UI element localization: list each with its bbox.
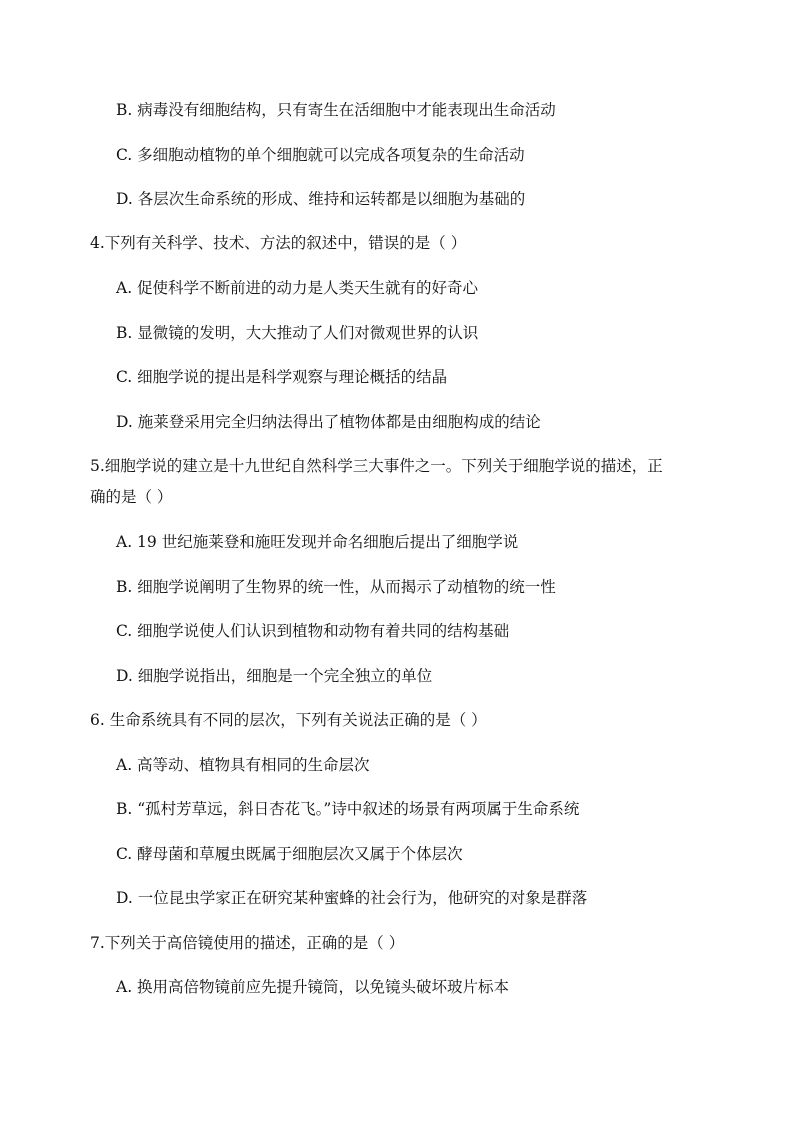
q7-option-a: A. 换用高倍物镜前应先提升镜筒，以免镜头破坏玻片标本	[116, 978, 510, 996]
q4-stem: 4.下列有关科学、技术、方法的叙述中，错误的是（ ）	[90, 234, 467, 252]
q6-option-a: A. 高等动、植物具有相同的生命层次	[116, 756, 370, 774]
q4-option-a: A. 促使科学不断前进的动力是人类天生就有的好奇心	[116, 279, 479, 297]
q3-option-b: B. 病毒没有细胞结构，只有寄生在活细胞中才能表现出生命活动	[116, 101, 556, 119]
q6-option-d: D. 一位昆虫学家正在研究某种蜜蜂的社会行为，他研究的对象是群落	[116, 889, 588, 907]
q5-stem-line1: 5.细胞学说的建立是十九世纪自然科学三大事件之一。下列关于细胞学说的描述，正	[90, 457, 663, 475]
q5-option-d: D. 细胞学说指出，细胞是一个完全独立的单位	[116, 667, 433, 685]
q4-option-c: C. 细胞学说的提出是科学观察与理论概括的结晶	[116, 368, 448, 386]
q6-option-c: C. 酵母菌和草履虫既属于细胞层次又属于个体层次	[116, 845, 463, 863]
q6-option-b: B. “孤村芳草远，斜日杏花飞。”诗中叙述的场景有两项属于生命系统	[116, 800, 580, 818]
q5-option-b: B. 细胞学说阐明了生物界的统一性，从而揭示了动植物的统一性	[116, 578, 556, 596]
q3-option-c: C. 多细胞动植物的单个细胞就可以完成各项复杂的生命活动	[116, 146, 525, 164]
q6-stem: 6. 生命系统具有不同的层次，下列有关说法正确的是（ ）	[90, 711, 487, 729]
q5-option-a: A. 19 世纪施莱登和施旺发现并命名细胞后提出了细胞学说	[116, 533, 519, 551]
q5-option-c: C. 细胞学说使人们认识到植物和动物有着共同的结构基础	[116, 622, 510, 640]
q4-option-d: D. 施莱登采用完全归纳法得出了植物体都是由细胞构成的结论	[116, 413, 541, 431]
q5-stem-line2: 确的是（ ）	[90, 488, 173, 506]
q3-option-d: D. 各层次生命系统的形成、维持和运转都是以细胞为基础的	[116, 190, 526, 208]
q7-stem: 7.下列关于高倍镜使用的描述，正确的是（ ）	[90, 934, 405, 952]
q4-option-b: B. 显微镜的发明，大大推动了人们对微观世界的认识	[116, 324, 479, 342]
